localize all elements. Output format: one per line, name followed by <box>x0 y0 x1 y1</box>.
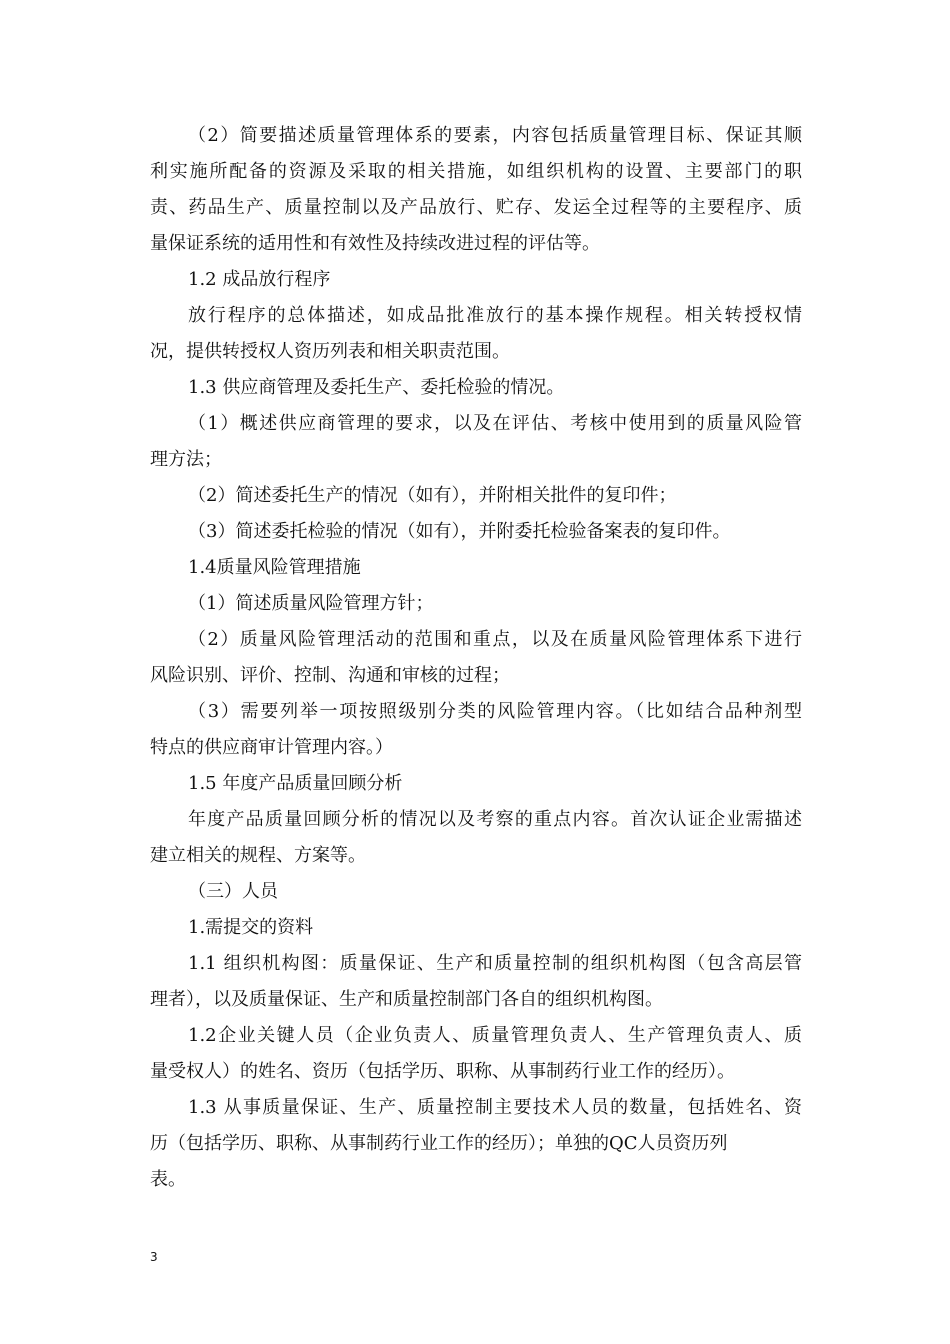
paragraph-line: 量保证系统的适用性和有效性及持续改进过程的评估等。 <box>150 233 600 254</box>
section-heading: 1.2 成品放行程序 <box>188 269 331 290</box>
paragraph-line: 历（包括学历、职称、从事制药行业工作的经历）；单独的QC人员资历列 <box>150 1133 728 1154</box>
paragraph-line: （3）需要列举一项按照级别分类的风险管理内容。（比如结合品种剂型 <box>188 701 802 722</box>
paragraph-line: （1）概述供应商管理的要求，以及在评估、考核中使用到的质量风险管 <box>188 413 802 434</box>
paragraph-line: （2）质量风险管理活动的范围和重点，以及在质量风险管理体系下进行 <box>188 629 802 650</box>
paragraph-line: （2）简要描述质量管理体系的要素，内容包括质量管理目标、保证其顺 <box>188 125 802 146</box>
paragraph-line: （3）简述委托检验的情况（如有），并附委托检验备案表的复印件。 <box>188 521 731 542</box>
paragraph-line: 理方法； <box>150 449 222 470</box>
paragraph-line: （2）简述委托生产的情况（如有），并附相关批件的复印件； <box>188 485 677 506</box>
section-heading: 1.需提交的资料 <box>188 917 314 938</box>
paragraph-line: 责、药品生产、质量控制以及产品放行、贮存、发运全过程等的主要程序、质 <box>150 197 802 218</box>
chapter-heading: （三）人员 <box>188 881 278 902</box>
paragraph-line: 风险识别、评价、控制、沟通和审核的过程； <box>150 665 510 686</box>
paragraph-line: 表。 <box>150 1169 186 1190</box>
section-heading: 1.5 年度产品质量回顾分析 <box>188 773 403 794</box>
paragraph-line: 年度产品质量回顾分析的情况以及考察的重点内容。首次认证企业需描述 <box>188 809 802 830</box>
paragraph-line: 特点的供应商审计管理内容。） <box>150 737 393 758</box>
paragraph-line: （1）简述质量风险管理方针； <box>188 593 434 614</box>
paragraph-line: 况，提供转授权人资历列表和相关职责范围。 <box>150 341 510 362</box>
paragraph-line: 1.1 组织机构图：质量保证、生产和质量控制的组织机构图（包含高层管 <box>188 953 802 974</box>
paragraph-line: 建立相关的规程、方案等。 <box>150 845 366 866</box>
section-heading: 1.3 供应商管理及委托生产、委托检验的情况。 <box>188 377 565 398</box>
section-heading: 1.4质量风险管理措施 <box>188 557 361 578</box>
paragraph-line: 量受权人）的姓名、资历（包括学历、职称、从事制药行业工作的经历）。 <box>150 1061 735 1082</box>
paragraph-line: 放行程序的总体描述，如成品批准放行的基本操作规程。相关转授权情 <box>188 305 802 326</box>
paragraph-line: 1.3 从事质量保证、生产、质量控制主要技术人员的数量，包括姓名、资 <box>188 1097 802 1118</box>
paragraph-line: 利实施所配备的资源及采取的相关措施，如组织机构的设置、主要部门的职 <box>150 161 802 182</box>
paragraph-line: 理者），以及质量保证、生产和质量控制部门各自的组织机构图。 <box>150 989 663 1010</box>
page-number: 3 <box>150 1250 158 1264</box>
paragraph-line: 1.2企业关键人员（企业负责人、质量管理负责人、生产管理负责人、质 <box>188 1025 802 1046</box>
